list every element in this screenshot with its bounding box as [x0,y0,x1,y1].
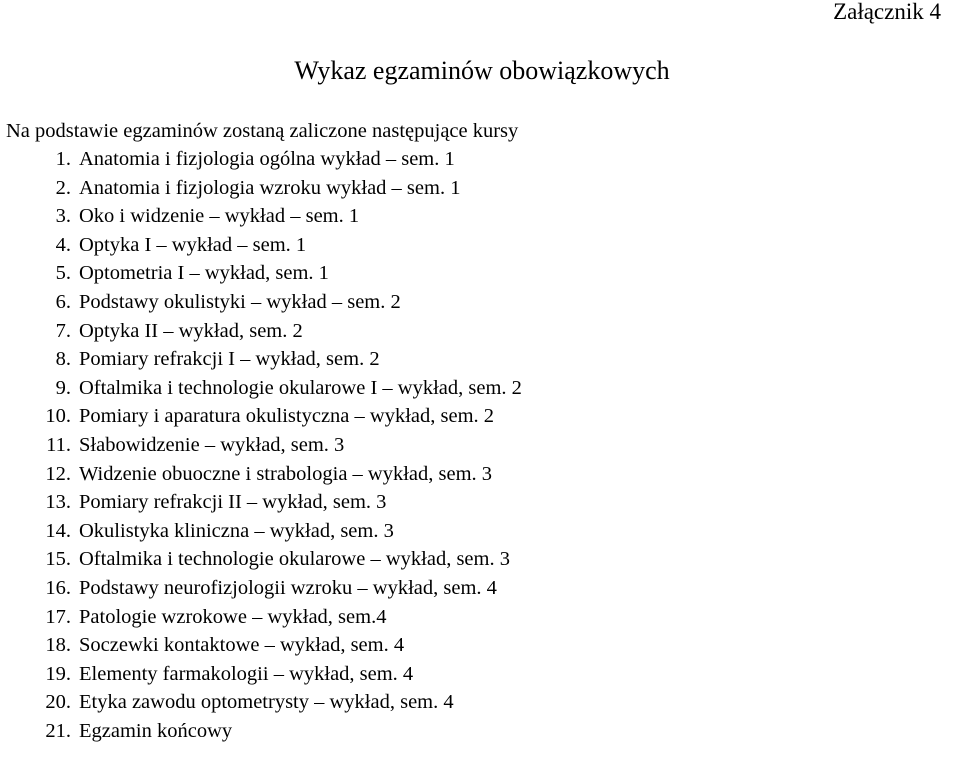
item-text: Egzamin końcowy [79,719,233,742]
item-text: Oftalmika i technologie okularowe – wykład, sem. 3 [79,548,510,571]
item-number: 11. [46,433,71,456]
item-number: 15. [45,548,71,571]
item-text: Oftalmika i technologie okularowe I – wykład, sem. 2 [79,376,522,399]
item-text: Oko i widzenie – wykład – sem. 1 [79,205,360,228]
item-text: Pomiary refrakcji II – wykład, sem. 3 [79,491,387,514]
item-text: Elementy farmakologii – wykład, sem. 4 [79,662,414,685]
item-number: 5. [55,262,71,285]
item-text: Słabowidzenie – wykład, sem. 3 [79,433,345,456]
item-number: 16. [45,576,71,599]
annex-label: Załącznik 4 [833,0,941,24]
item-number: 21. [45,719,71,742]
item-number: 9. [55,376,71,399]
item-number: 17. [45,605,71,628]
item-text: Widzenie obuoczne i strabologia – wykład, sem. 3 [79,462,493,485]
item-text: Anatomia i fizjologia ogólna wykład – sem. 1 [79,148,455,170]
item-text: Optyka I – wykład – sem. 1 [79,233,307,256]
item-text: Okulistyka kliniczna – wykład, sem. 3 [79,519,394,542]
item-number: 20. [45,691,71,714]
page-title: Wykaz egzaminów obowiązkowych [294,56,670,85]
item-text: Pomiary refrakcji I – wykład, sem. 2 [79,348,380,371]
item-number: 8. [55,348,71,371]
item-text: Etyka zawodu optometrysty – wykład, sem. 4 [79,691,454,714]
item-number: 18. [45,634,71,657]
intro-text: Na podstawie egzaminów zostaną zaliczone następujące kursy [6,120,519,142]
item-text: Pomiary i aparatura okulistyczna – wykład, sem. 2 [79,405,495,428]
item-text: Optometria I – wykład, sem. 1 [79,262,329,285]
item-text: Patologie wzrokowe – wykład, sem.4 [79,605,387,628]
item-number: 12. [45,462,71,485]
item-number: 13. [45,491,71,514]
item-number: 14. [45,519,71,542]
item-text: Anatomia i fizjologia wzroku wykład – sem. 1 [79,176,461,199]
item-number: 1. [55,148,71,170]
item-text: Optyka II – wykład, sem. 2 [79,319,303,342]
item-number: 19. [45,662,71,685]
item-number: 3. [55,205,71,228]
item-text: Podstawy okulistyki – wykład – sem. 2 [79,290,401,313]
item-number: 2. [55,176,71,199]
item-text: Soczewki kontaktowe – wykład, sem. 4 [79,634,405,657]
item-number: 6. [55,290,71,313]
item-number: 7. [55,319,71,342]
item-number: 4. [55,233,71,256]
item-number: 10. [45,405,71,428]
item-text: Podstawy neurofizjologii wzroku – wykład, sem. 4 [79,576,497,599]
